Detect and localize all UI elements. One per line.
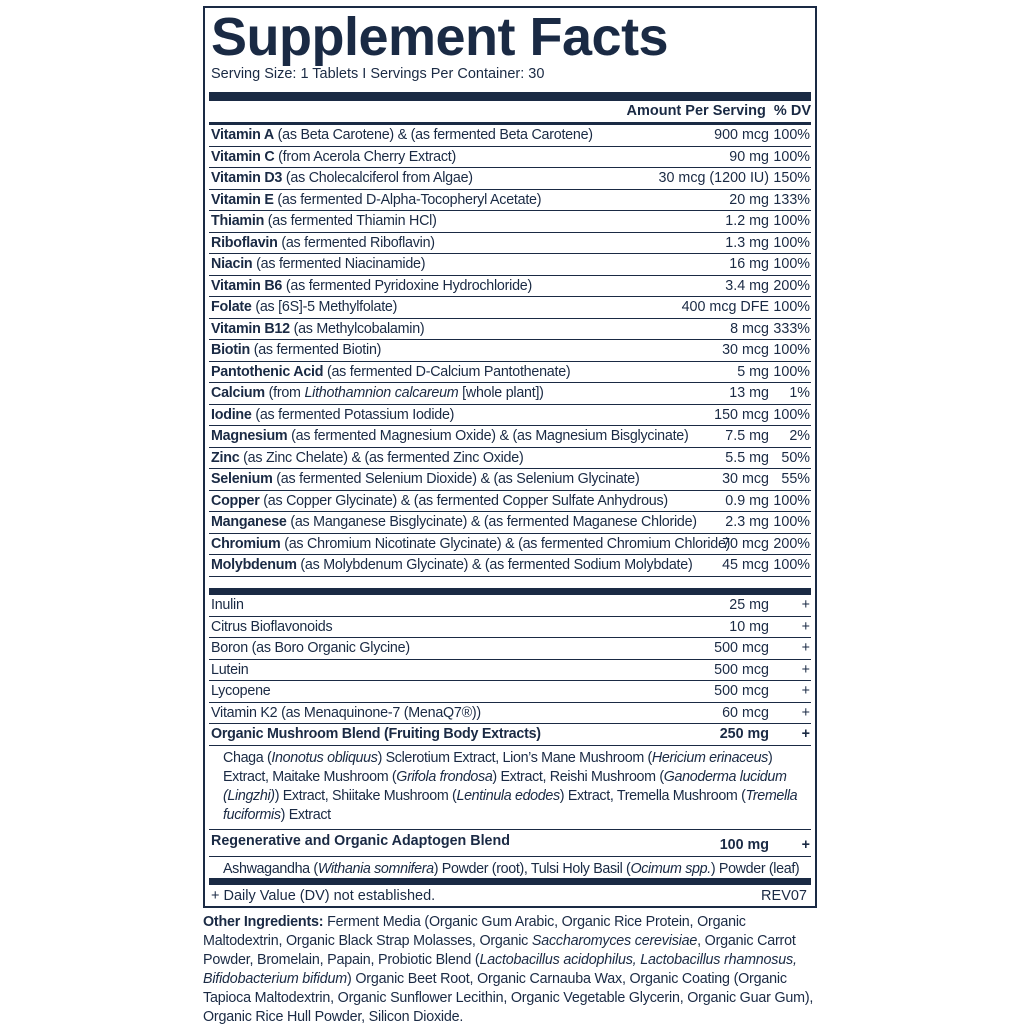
nutrient-dv: 100% <box>773 256 810 272</box>
nutrient-row <box>209 190 811 212</box>
nutrient-name: Selenium (as fermented Selenium Dioxide) & (as Selenium Glycinate) <box>211 471 640 487</box>
nutrient-name: Vitamin E (as fermented D-Alpha-Tocopheryl Acetate) <box>211 191 542 208</box>
adaptogen-blend-description: Ashwagandha (Withania somnifera) Powder (root), Tulsi Holy Basil (Ocimum spp.) Powder (leaf) <box>223 860 800 877</box>
ingredient-amount: 25 mg <box>729 597 769 613</box>
nutrient-row <box>209 340 811 362</box>
nutrient-name: Folate (as [6S]-5 Methylfolate) <box>211 299 398 315</box>
nutrient-name: Thiamin (as fermented Thiamin HCl) <box>211 213 437 229</box>
nutrient-name: Vitamin C (from Acerola Cherry Extract) <box>211 148 457 165</box>
nutrient-amount: 16 mg <box>729 256 769 272</box>
panel-title: Supplement Facts <box>211 7 669 67</box>
other-ingredients-label: Other Ingredients: <box>203 914 324 930</box>
ingredient-name: Inulin <box>211 597 244 613</box>
ingredient-dv: + <box>801 640 810 656</box>
nutrient-name: Biotin (as fermented Biotin) <box>211 342 382 358</box>
nutrient-dv: 150% <box>773 170 810 186</box>
column-header <box>627 103 812 119</box>
nutrient-amount: 5.5 mg <box>725 449 769 466</box>
nutrient-amount: 45 mcg <box>722 557 769 573</box>
ingredient-dv: + <box>801 704 810 721</box>
ingredient-amount: 10 mg <box>729 618 769 635</box>
nutrient-name: Calcium (from Lithothamnion calcareum [whole plant]) <box>211 385 544 401</box>
ingredient-amount: 500 mcg <box>714 683 769 699</box>
nutrient-row <box>209 125 811 147</box>
ingredient-amount: 500 mcg <box>714 640 769 656</box>
nutrient-amount: 2.3 mg <box>725 514 769 530</box>
nutrient-amount: 900 mcg <box>714 127 769 143</box>
ingredient-amount: 500 mcg <box>714 661 769 678</box>
nutrient-dv: 100% <box>773 213 810 229</box>
nutrient-name: Riboflavin (as fermented Riboflavin) <box>211 234 435 251</box>
ingredient-row <box>209 660 811 682</box>
nutrient-row <box>209 469 811 491</box>
ingredient-name: Lutein <box>211 661 249 678</box>
dv-footnote: + Daily Value (DV) not established. <box>211 888 436 904</box>
mushroom-blend-row <box>209 724 811 746</box>
other-table <box>209 595 811 881</box>
nutrient-row <box>209 491 811 513</box>
ingredient-row <box>209 703 811 725</box>
ingredient-name: Lycopene <box>211 683 271 699</box>
nutrient-dv: 100% <box>773 492 810 509</box>
nutrient-row <box>209 512 811 534</box>
dv-header: % DV <box>773 103 811 119</box>
nutrient-dv: 200% <box>773 277 810 294</box>
nutrient-dv: 50% <box>781 449 810 466</box>
nutrient-name: Vitamin D3 (as Cholecalciferol from Algae) <box>211 170 473 186</box>
nutrient-amount: 8 mcg <box>730 320 769 337</box>
nutrient-amount: 70 mcg <box>722 535 769 552</box>
nutrient-amount: 3.4 mg <box>725 277 769 294</box>
nutrient-name: Pantothenic Acid (as fermented D-Calcium Pantothenate) <box>211 363 571 380</box>
nutrient-amount: 0.9 mg <box>725 492 769 509</box>
nutrient-dv: 1% <box>789 385 810 401</box>
nutrient-dv: 2% <box>789 428 810 444</box>
nutrient-dv: 100% <box>773 406 810 423</box>
nutrient-amount: 30 mcg <box>722 342 769 358</box>
nutrient-dv: 100% <box>773 514 810 530</box>
ingredient-row <box>209 638 811 660</box>
nutrient-name: Molybdenum (as Molybdenum Glycinate) & (as fermented Sodium Molybdate) <box>211 557 693 573</box>
nutrient-name: Iodine (as fermented Potassium Iodide) <box>211 406 455 423</box>
nutrient-row <box>209 448 811 470</box>
mushroom-blend-dv: + <box>801 726 810 742</box>
ingredient-name: Vitamin K2 (as Menaquinone-7 (MenaQ7®)) <box>211 704 481 721</box>
nutrient-amount: 20 mg <box>729 191 769 208</box>
adaptogen-blend-row <box>209 830 811 857</box>
nutrient-row <box>209 362 811 384</box>
nutrient-dv: 100% <box>773 234 810 251</box>
ingredient-amount: 60 mcg <box>722 704 769 721</box>
nutrient-dv: 100% <box>773 299 810 315</box>
nutrient-amount: 90 mg <box>729 148 769 165</box>
nutrient-row <box>209 319 811 341</box>
nutrient-row <box>209 383 811 405</box>
nutrient-name: Copper (as Copper Glycinate) & (as fermented Copper Sulfate Anhydrous) <box>211 492 668 509</box>
nutrient-name: Vitamin A (as Beta Carotene) & (as fermented Beta Carotene) <box>211 127 593 143</box>
nutrient-row <box>209 233 811 255</box>
amount-header: Amount Per Serving <box>626 103 766 119</box>
nutrient-name: Chromium (as Chromium Nicotinate Glycinate) & (as fermented Chromium Chloride) <box>211 535 731 552</box>
nutrient-dv: 200% <box>773 535 810 552</box>
nutrient-name: Vitamin B6 (as fermented Pyridoxine Hydrochloride) <box>211 277 532 294</box>
section-divider <box>209 588 811 595</box>
adaptogen-blend-dv: + <box>801 836 810 853</box>
adaptogen-blend-amount: 100 mg <box>719 836 769 853</box>
nutrient-row <box>209 405 811 427</box>
ingredient-name: Boron (as Boro Organic Glycine) <box>211 640 410 656</box>
nutrient-row <box>209 147 811 169</box>
nutrient-dv: 333% <box>773 320 810 337</box>
footer-divider <box>209 878 811 885</box>
nutrient-amount: 30 mcg <box>722 471 769 487</box>
ingredient-dv: + <box>801 618 810 635</box>
mushroom-blend-name: Organic Mushroom Blend (Fruiting Body Extracts) <box>211 726 541 742</box>
nutrient-row <box>209 211 811 233</box>
nutrient-amount: 1.2 mg <box>725 213 769 229</box>
nutrient-row <box>209 426 811 448</box>
revision-code: REV07 <box>761 888 807 904</box>
mushroom-blend-description: Chaga (Inonotus obliquus) Sclerotium Extract, Lion’s Mane Mushroom (Hericium erinaceus) Extract, Maitake Mushroom (Grifola frondosa) Extract, Reishi Mushroom (Ganoderma lucidum (Lingzhi)) Extract, Shiitake Mushroom (Lentinula edodes) Extract, Tremella Mushroom (Tremella fuciformis) Extract <box>209 746 811 830</box>
nutrient-row <box>209 276 811 298</box>
ingredient-dv: + <box>801 661 810 678</box>
ingredient-row <box>209 617 811 639</box>
nutrient-amount: 7.5 mg <box>725 428 769 444</box>
nutrient-dv: 100% <box>773 127 810 143</box>
nutrient-row <box>209 297 811 319</box>
ingredient-dv: + <box>801 597 810 613</box>
supplement-facts-panel <box>203 6 817 908</box>
ingredient-row <box>209 595 811 617</box>
nutrient-name: Vitamin B12 (as Methylcobalamin) <box>211 320 425 337</box>
nutrient-amount: 1.3 mg <box>725 234 769 251</box>
ingredient-row <box>209 681 811 703</box>
nutrient-dv: 133% <box>773 191 810 208</box>
nutrient-amount: 400 mcg DFE <box>681 299 769 315</box>
nutrient-name: Niacin (as fermented Niacinamide) <box>211 256 426 272</box>
nutrient-name: Zinc (as Zinc Chelate) & (as fermented Zinc Oxide) <box>211 449 524 466</box>
nutrient-amount: 5 mg <box>737 363 769 380</box>
nutrient-row <box>209 254 811 276</box>
nutrient-row <box>209 168 811 190</box>
nutrient-amount: 13 mg <box>729 385 769 401</box>
nutrient-name: Magnesium (as fermented Magnesium Oxide) & (as Magnesium Bisglycinate) <box>211 428 689 444</box>
nutrient-row <box>209 555 811 577</box>
nutrient-row <box>209 534 811 556</box>
mushroom-blend-amount: 250 mg <box>719 726 769 742</box>
nutrient-dv: 100% <box>773 363 810 380</box>
nutrient-name: Manganese (as Manganese Bisglycinate) & (as fermented Maganese Chloride) <box>211 514 697 530</box>
ingredient-name: Citrus Bioflavonoids <box>211 618 333 635</box>
nutrient-dv: 100% <box>773 342 810 358</box>
adaptogen-blend-name: Regenerative and Organic Adaptogen Blend <box>211 832 510 849</box>
other-ingredients: Other Ingredients: Ferment Media (Organic Gum Arabic, Organic Rice Protein, Organic Maltodextrin, Organic Black Strap Molasses, Organic Saccharomyces cerevisiae, Organic Carrot Powder, Bromelain, Papain, Probiotic Blend (Lactobacillus acidophilus, Lactobacillus rhamnosus, Bifidobacterium bifidum) Organic Beet Root, Organic Carnauba Wax, Organic Coating (Organic Tapioca Maltodextrin, Organic Sunflower Lecithin, Organic Vegetable Glycerin, Organic Guar Gum), Organic Rice Hull Powder, Silicon Dioxide. <box>203 914 814 1025</box>
nutrient-dv: 55% <box>781 471 810 487</box>
nutrient-dv: 100% <box>773 148 810 165</box>
thick-divider <box>209 92 811 101</box>
nutrient-dv: 100% <box>773 557 810 573</box>
serving-info: Serving Size: 1 Tablets I Servings Per Container: 30 <box>211 66 545 82</box>
nutrient-amount: 30 mcg (1200 IU) <box>658 170 769 186</box>
nutrient-amount: 150 mcg <box>714 406 769 423</box>
nutrient-table <box>209 125 811 577</box>
ingredient-dv: + <box>801 683 810 699</box>
